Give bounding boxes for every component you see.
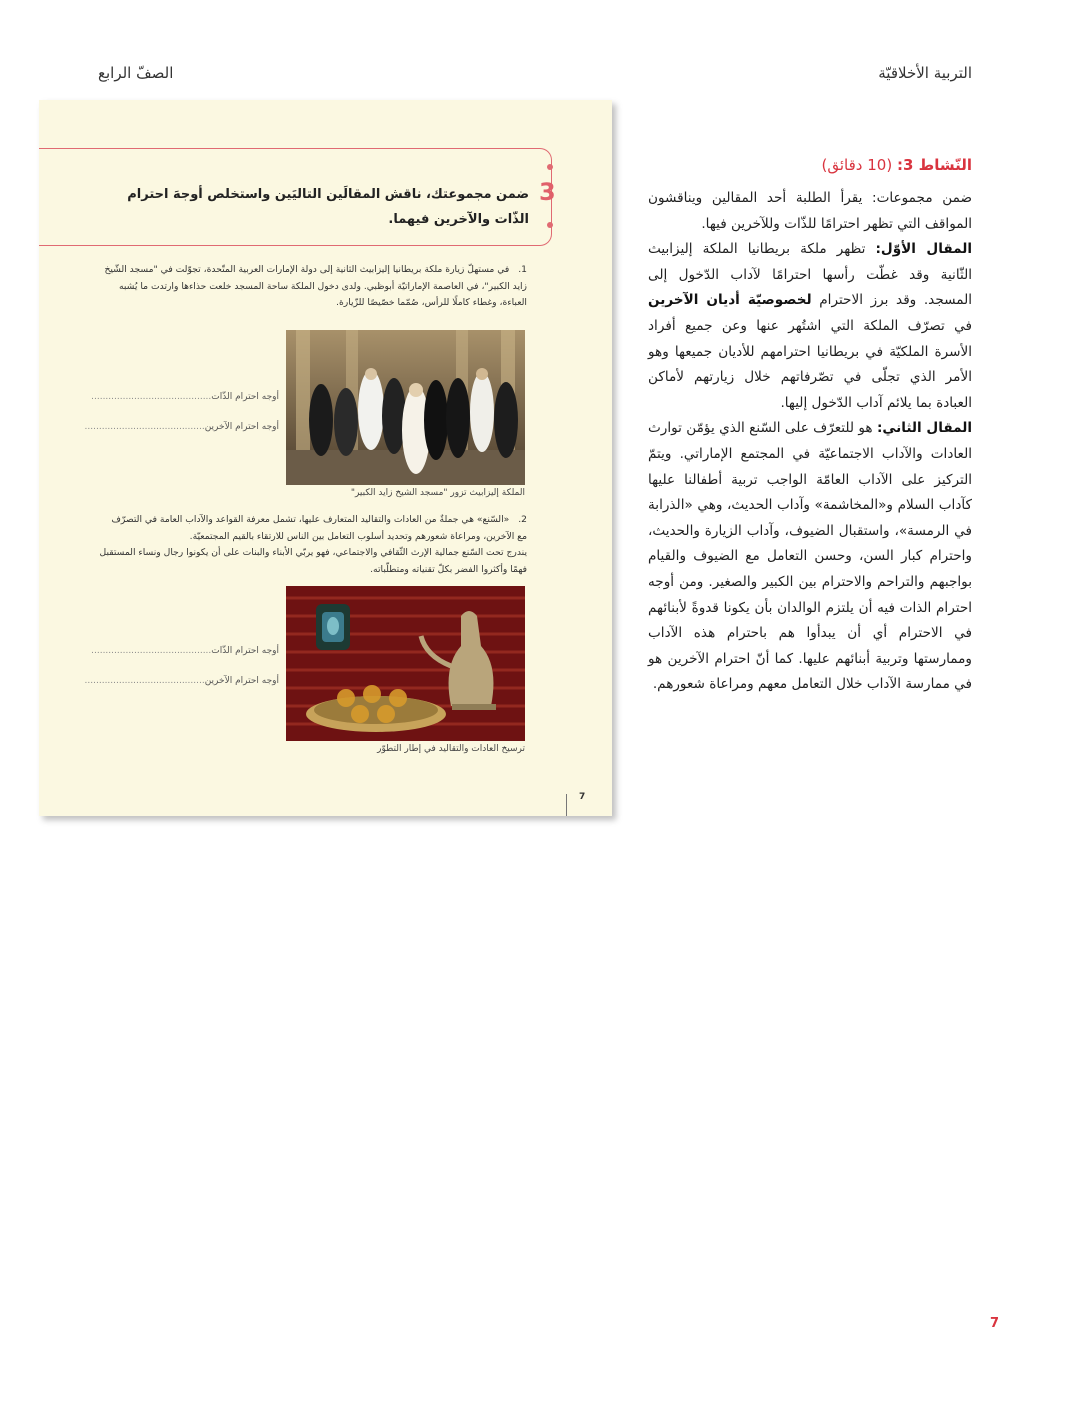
queen-mosque-photo xyxy=(286,330,525,485)
article1-label: المقال الأوّل: xyxy=(875,241,972,258)
subject-title: التربية الأخلاقيّة xyxy=(878,64,972,82)
task-number: 3 xyxy=(539,178,556,206)
fill-others-respect-1: أوجه احترام الآخرين.......................................... xyxy=(84,422,279,432)
panel-page-number: 7 xyxy=(579,792,586,802)
activity-duration: (10 دقائق) xyxy=(821,156,893,174)
item-2-text-b: يندرج تحت السّنع جمالية الإرث الثّقافي والاجتماعي، فهو يربّي الأبناء والبنات على أن يكونوا رجال ونساء المستقبل فهمًا وأكثروا الفضر بكلّ تقنياته ومتطلّباته. xyxy=(99,547,527,575)
page-divider xyxy=(566,794,567,816)
caption-2: ترسيخ العادات والتقاليد في إطار التطوّر xyxy=(377,744,525,754)
item-2-text-a: «السّنع» هي جملةٌ من العادات والتقاليد المتعارف عليها، تشمل معرفة القواعد والآداب العامة في التصرّف مع الآخرين، ومراعاة شعورهم وتحديد أسلوب التعامل بين الناس للارتقاء بالقيم المجتمعيّة. xyxy=(111,514,527,542)
item-1-number: 1. xyxy=(518,264,527,275)
task-instruction: ضمن مجموعتك، ناقش المقالَين التاليَين واستخلص أوجهَ احترام الذّات والآخرين فيهما. xyxy=(127,187,529,227)
article2-label: المقال الثاني: xyxy=(876,420,972,437)
article1-emphasis: لخصوصيّة أديان الآخرين xyxy=(648,292,812,309)
item-2-number: 2. xyxy=(518,514,527,525)
article2: المقال الثاني: هو للتعرّف على السّنع الذي يؤمّن توارث العادات والآداب الاجتماعيّة في المجتمع الإماراتي. ويتمّ التركيز على الآداب العامّة الواجب تربية أطفالنا عليها كآداب السلام و«المخاشمة» وآداب الحديث، وهي «الذرابة في الرمسة»، واستقبال الضيوف، وآداب الزيارة والحديث، واحترام كبار السن، وحسن التعامل مع الضيوف والقيام بواجبهم والتراحم والاحترام بين الكبير والصغير. ومن أوجه احترام الذات فيه أن يلتزم الوالدان بأن يكونا قدوةً لأبنائهم في الاحترام أي أن يبدأوا هم باحترام هذه الآداب وممارستها وتربية أبنائهم عليها. كما أنّ احترام الآخرين هو في ممارسة الآداب خلال التعامل معهم ومراعاة شعورهم. xyxy=(648,420,972,693)
activity-body xyxy=(648,186,972,698)
coffee-dates-photo xyxy=(286,586,525,741)
frame-dot xyxy=(547,222,553,228)
grade-title: الصفّ الرابع xyxy=(98,64,174,82)
activity-label: النّشاط 3: xyxy=(896,156,972,174)
fill-self-respect-2: أوجه احترام الذّات.......................................... xyxy=(91,646,279,656)
fill-others-respect-2: أوجه احترام الآخرين.......................................... xyxy=(84,676,279,686)
item-1-text: في مستهلّ زيارة ملكة بريطانيا إليزابيث الثانية إلى دولة الإمارات العربية المتّحدة، تجوّلت في "مسجد الشّيخ زايد الكبير"، في العاصمة الإماراتيّة أبوظبي. ولدى دخول الملكة ساحة المسجد خلعت حذاءها وارتدت ما يُشبه العباءة، وغطاء كاملًا للرأس، صُمّما خصّيصًا للزّيارة. xyxy=(104,264,527,308)
article1: المقال الأوّل: تظهر ملكة بريطانيا الملكة إليزابيث الثّانية وقد غطّت رأسها احترامًا لآداب الدّخول إلى المسجد. وقد برز الاحترام لخصوصيّة أديان الآخرين في تصرّف الملكة التي اشتُهر عنها وعن جميع أفراد الأسرة الملكيّة في بريطانيا احترامهم للأديان جميعها وهو الأمر الذي تجلّى في تصّرفاتهم خلال زيارتهم لأماكن العبادة بما يلائم آداب الدّخول إليها. xyxy=(648,241,972,411)
frame-dot xyxy=(547,164,553,170)
item-2 xyxy=(99,512,527,578)
fill-self-respect-1: أوجه احترام الذّات.......................................... xyxy=(91,392,279,402)
page-number: 7 xyxy=(990,1316,1000,1331)
activity-heading xyxy=(672,156,972,174)
caption-1: الملكة إليزابيث تزور "مسجد الشيخ زايد الكبير" xyxy=(350,488,525,498)
activity-intro: ضمن مجموعات: يقرأ الطلبة أحد المقالين ويناقشون المواقف التي تظهر احترامًا للذّات وللآخرين فيها. xyxy=(648,190,972,232)
textbook-page-panel xyxy=(39,100,612,816)
item-1 xyxy=(99,262,527,312)
